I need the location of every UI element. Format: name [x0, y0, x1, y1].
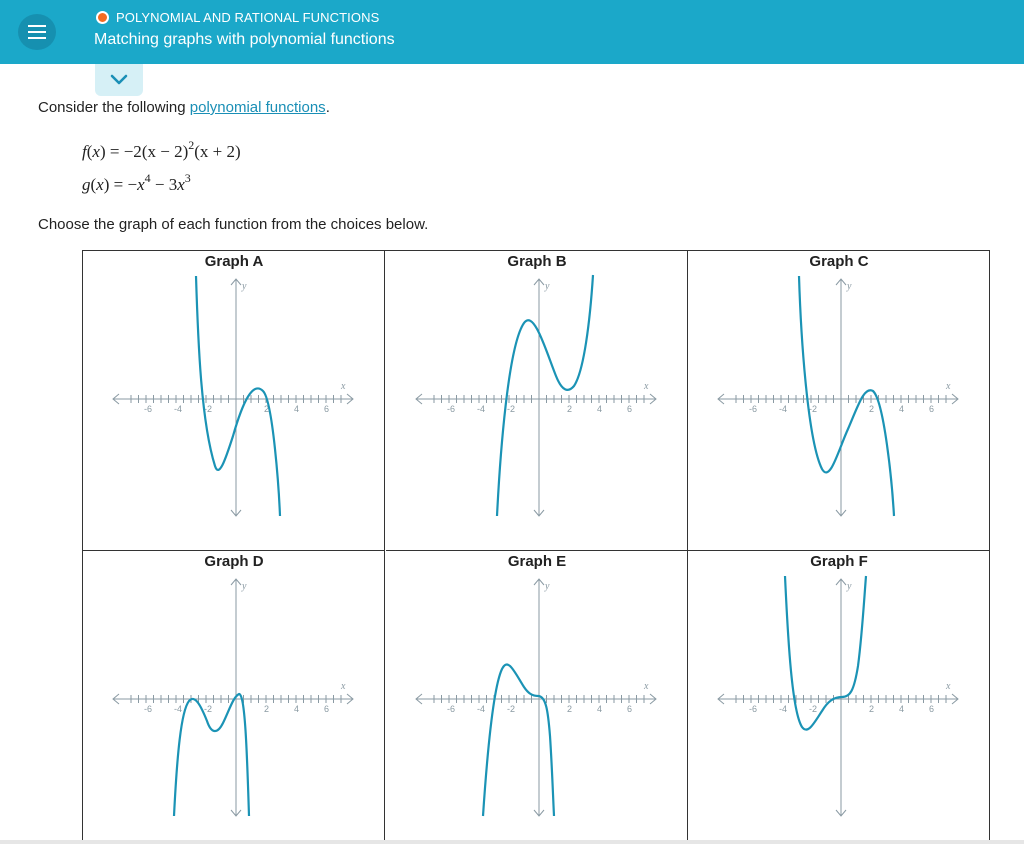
problem-intro [38, 99, 330, 116]
graph-e-choice[interactable] [386, 551, 688, 844]
g-var: x [96, 175, 104, 194]
graph-a-plot [83, 251, 385, 551]
intro-period: . [325, 99, 330, 116]
g-exponent-1: 4 [144, 171, 151, 185]
g-part-2: − 3 [150, 175, 178, 194]
x-tick-label: -4 [779, 704, 788, 714]
g-name: g [82, 175, 91, 194]
menu-icon[interactable] [18, 14, 56, 50]
x-axis-label: x [341, 381, 346, 392]
x-tick-label: -4 [477, 404, 486, 414]
collapse-button[interactable] [95, 64, 143, 96]
curve-c [799, 276, 894, 516]
x-axis-label: x [341, 681, 346, 692]
graph-f-plot [688, 551, 990, 844]
graph-d-title: Graph D [204, 553, 264, 570]
graph-f-title: Graph F [810, 553, 868, 570]
x-tick-label: -6 [447, 704, 456, 714]
polynomial-functions-link[interactable]: polynomial functions [189, 99, 326, 116]
x-axis-label: x [946, 381, 951, 392]
page-title: Matching graphs with polynomial functions [94, 31, 395, 48]
chevron-down-icon [109, 73, 129, 87]
x-tick-label: 4 [294, 404, 300, 414]
graph-b-plot [386, 251, 688, 551]
intro-text: Consider the following [38, 99, 190, 116]
x-tick-label: 2 [264, 704, 270, 714]
equation-f: $f(x) = -2(x - 2)^2(x + 2)$ [82, 138, 241, 161]
graph-a-choice[interactable] [83, 251, 385, 551]
x-tick-label: 4 [899, 404, 905, 414]
x-tick-label: 6 [627, 404, 633, 414]
x-tick-label: -4 [477, 704, 486, 714]
f-part-1: = −2 [105, 142, 142, 161]
x-tick-label: -4 [174, 704, 183, 714]
graph-choices-grid [82, 250, 990, 844]
graph-d-plot [83, 551, 385, 844]
x-tick-label: -2 [507, 404, 516, 414]
f-part-2: x − 2 [147, 142, 183, 161]
x-tick-label: -6 [447, 404, 456, 414]
x-tick-label: 6 [929, 704, 935, 714]
x-tick-label: 4 [597, 704, 603, 714]
x-tick-label: 4 [597, 404, 603, 414]
y-axis-label: y [242, 281, 247, 292]
x-tick-label: 2 [567, 404, 573, 414]
x-tick-label: 2 [869, 704, 875, 714]
graph-f-choice[interactable] [688, 551, 990, 844]
y-axis-label: y [242, 581, 247, 592]
x-tick-label: -2 [507, 704, 516, 714]
graph-b-choice[interactable] [386, 251, 688, 551]
g-exponent-2: 3 [184, 171, 191, 185]
topic-label: POLYNOMIAL AND RATIONAL FUNCTIONS [116, 9, 380, 25]
instruction-text: Choose the graph of each function from the choices below. [38, 216, 429, 233]
header-bar [0, 0, 1024, 64]
y-axis-label: y [847, 581, 852, 592]
circle-icon [96, 11, 109, 24]
g-x2: x [177, 175, 185, 194]
x-axis-label: x [644, 681, 649, 692]
x-tick-label: 2 [264, 404, 270, 414]
x-tick-label: 6 [324, 704, 330, 714]
graph-b-title: Graph B [507, 253, 567, 270]
x-axis-label: x [644, 381, 649, 392]
y-axis-label: y [545, 581, 550, 592]
x-tick-label: 6 [324, 404, 330, 414]
f-var: x [92, 142, 100, 161]
x-tick-label: -2 [809, 404, 818, 414]
g-x1: x [137, 175, 145, 194]
y-axis-label: y [847, 281, 852, 292]
graph-d-choice[interactable] [83, 551, 385, 844]
x-tick-label: -6 [144, 704, 153, 714]
x-axis-label: x [946, 681, 951, 692]
x-tick-label: 4 [294, 704, 300, 714]
x-tick-label: -6 [749, 404, 758, 414]
x-tick-label: 4 [899, 704, 905, 714]
curve-b [497, 275, 593, 516]
x-tick-label: -4 [779, 404, 788, 414]
x-tick-label: 6 [627, 704, 633, 714]
topic-row [96, 9, 379, 25]
curve-e [483, 664, 554, 816]
x-tick-label: -6 [144, 404, 153, 414]
graph-c-plot [688, 251, 990, 551]
curve-a [196, 276, 280, 516]
curve-f [785, 576, 866, 730]
x-tick-label: -2 [809, 704, 818, 714]
x-tick-label: -2 [204, 704, 213, 714]
x-tick-label: 6 [929, 404, 935, 414]
f-name: f [82, 142, 87, 161]
g-part-1: = − [109, 175, 138, 194]
x-tick-label: 2 [567, 704, 573, 714]
f-part-3: x + 2 [199, 142, 236, 161]
x-tick-label: -6 [749, 704, 758, 714]
x-tick-label: -4 [174, 404, 183, 414]
y-axis-label: y [545, 281, 550, 292]
f-exponent: 2 [188, 138, 195, 152]
equation-g: $g(x) = -x^4 - 3x^3$ [82, 171, 191, 194]
graph-e-plot [386, 551, 688, 844]
x-tick-label: 2 [869, 404, 875, 414]
graph-a-title: Graph A [204, 253, 264, 270]
graph-e-title: Graph E [507, 553, 567, 570]
bottom-bar [0, 840, 1024, 844]
x-tick-label: -2 [204, 404, 213, 414]
graph-c-title: Graph C [809, 253, 869, 270]
graph-c-choice[interactable] [688, 251, 990, 551]
